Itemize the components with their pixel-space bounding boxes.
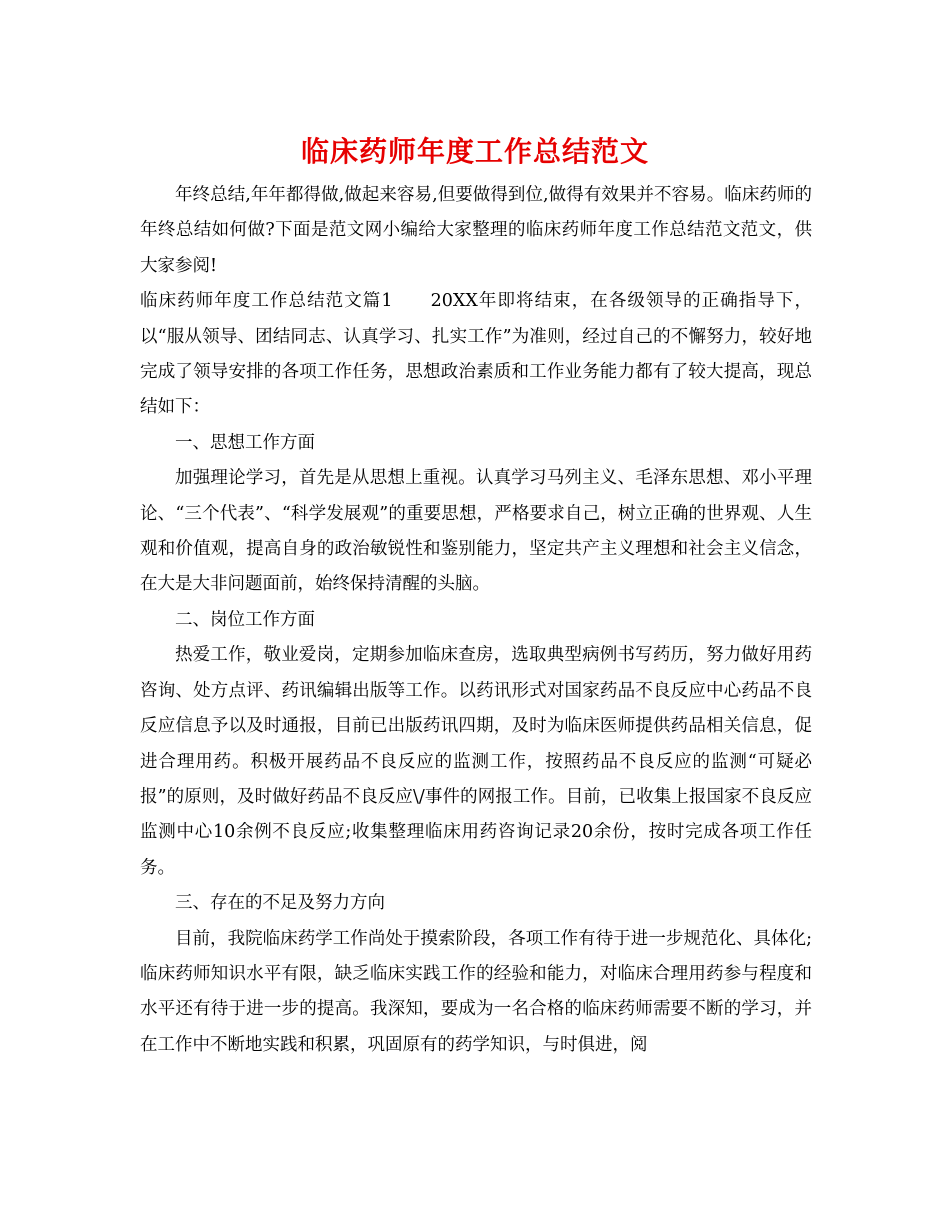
paragraph-1: 加强理论学习，首先是从思想上重视。认真学习马列主义、毛泽东思想、邓小平理论、“三个代表”、“科学发展观”的重要思想，严格要求自己，树立正确的世界观、人生观和价值观，提高自身的政治敏锐性和鉴别能力，坚定共产主义理想和社会主义信念，在大是大非问题面前，始终保持清醒的头脑。 — [140, 468, 812, 595]
section-heading-3: 三、存在的不足及努力方向 — [175, 893, 385, 914]
paragraph-2: 热爱工作，敬业爱岗，定期参加临床查房，选取典型病例书写药历，努力做好用药咨询、处方点评、药讯编辑出版等工作。以药讯形式对国家药品不良反应中心药品不良反应信息予以及时通报，目前已出版药讯四期，及时为临床医师提供药品相关信息，促进合理用药。积极开展药品不良反应的监测工作，按照药品不良反应的监测“可疑必报”的原则，及时做好药品不良反应\/事件的网报工作。目前，已收集上报国家不良反应监测中心10余例不良反应;收集整理临床用药咨询记录20余份，按时完成各项工作任务。 — [140, 645, 812, 878]
section-heading-1: 一、思想工作方面 — [175, 432, 315, 453]
document-body — [140, 178, 812, 1063]
intro-paragraph: 年终总结,年年都得做,做起来容易,但要做得到位,做得有效果并不容易。临床药师的年终总结如何做?下面是范文网小编给大家整理的临床药师年度工作总结范文范文，供大家参阅! — [140, 185, 812, 276]
document-title: 临床药师年度工作总结范文 — [300, 135, 649, 168]
paragraph-3: 目前，我院临床药学工作尚处于摸索阶段，各项工作有待于进一步规范化、具体化;临床药师知识水平有限，缺乏临床实践工作的经验和能力，对临床合理用药参与程度和水平还有待于进一步的提高。我深知，要成为一名合格的临床药师需要不断的学习，并在工作中不断地实践和积累，巩固原有的药学知识，与时俱进，阅 — [140, 928, 812, 1055]
section-intro-paragraph: 临床药师年度工作总结范文篇1 20XX年即将结束，在各级领导的正确指导下，以“服从领导、团结同志、认真学习、扎实工作”为准则，经过自己的不懈努力，较好地完成了领导安排的各项工作任务，思想政治素质和工作业务能力都有了较大提高，现总结如下： — [140, 291, 812, 418]
section-heading-2: 二、岗位工作方面 — [175, 609, 315, 630]
